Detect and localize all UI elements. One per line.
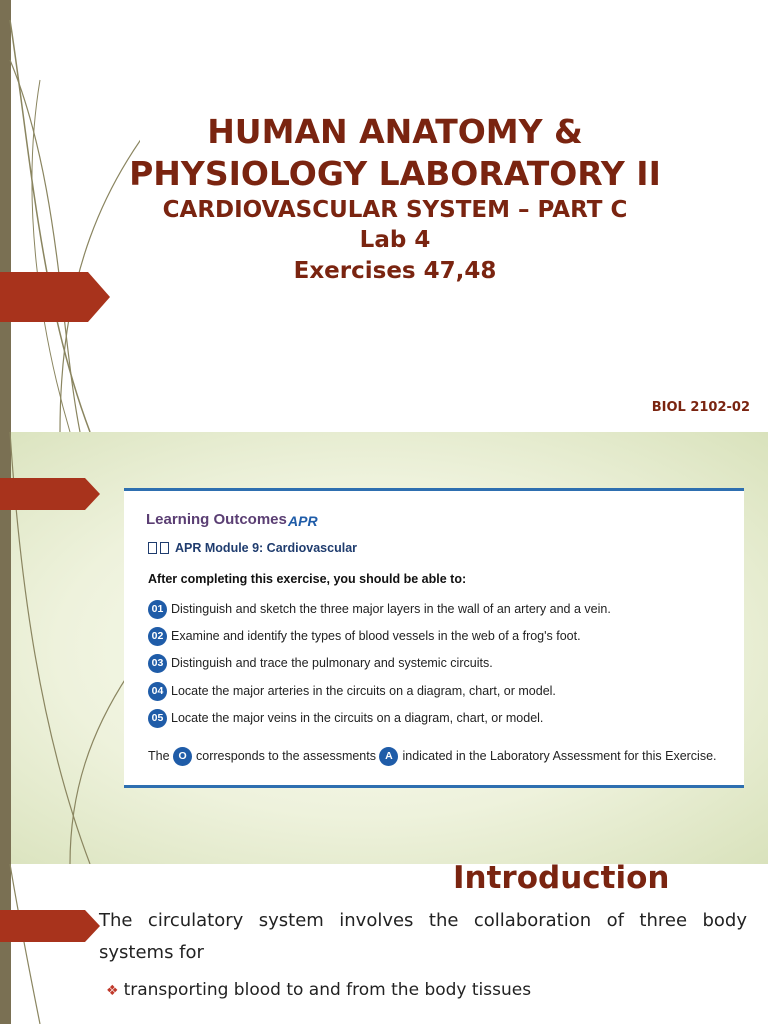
outcome-text: Distinguish and sketch the three major layers in the wall of an artery and a vein. <box>171 601 611 616</box>
module-row <box>148 541 357 555</box>
diamond-bullet-icon: ❖ <box>106 983 119 999</box>
note-text: indicated in the Laboratory Assessment for this Exercise. <box>402 748 717 763</box>
outcome-text: Examine and identify the types of blood vessels in the web of a frog's foot. <box>171 628 581 643</box>
intro-paragraph-line-2: systems for <box>99 942 204 963</box>
outcome-text: Locate the major veins in the circuits on a diagram, chart, or model. <box>171 710 544 725</box>
intro-paragraph-line-1: The circulatory system involves the collaboration of three body <box>99 910 747 931</box>
module-label: APR Module 9: Cardiovascular <box>175 541 358 555</box>
outcome-item <box>148 709 543 728</box>
outcome-item <box>148 600 611 619</box>
bullet-text: transporting blood to and from the body tissues <box>123 980 532 1000</box>
outcome-number: 02 <box>148 627 167 646</box>
introduction-heading: Introduction <box>453 864 670 896</box>
outcome-text: Locate the major arteries in the circuits on a diagram, chart, or model. <box>171 683 556 698</box>
lab-label: Lab 4 <box>359 227 431 253</box>
document-icon <box>148 542 157 554</box>
title-line-2: PHYSIOLOGY LABORATORY II <box>129 154 661 193</box>
title-slide <box>0 0 768 432</box>
course-code: BIOL 2102-02 <box>651 400 750 415</box>
learning-outcomes-heading: Learning Outcomes <box>146 511 287 528</box>
outcome-number: 01 <box>148 600 167 619</box>
outcome-item <box>148 654 493 673</box>
outcomes-intro: After completing this exercise, you should be able to: <box>148 572 467 586</box>
accent-tab <box>0 910 100 942</box>
outcome-o-badge: O <box>173 747 192 766</box>
outcome-text: Distinguish and trace the pulmonary and systemic circuits. <box>171 655 493 670</box>
outcome-number: 05 <box>148 709 167 728</box>
note-text: corresponds to the assessments <box>196 748 376 763</box>
learning-outcomes-slide <box>0 432 768 864</box>
apr-badge: APR <box>288 513 318 529</box>
assessment-a-badge: A <box>379 747 398 766</box>
note-text: The <box>148 748 170 763</box>
learning-outcomes-box <box>124 488 744 788</box>
assessment-note <box>148 747 717 766</box>
subtitle: CARDIOVASCULAR SYSTEM – PART C <box>162 197 628 223</box>
accent-tab <box>0 478 100 510</box>
exercises-label: Exercises 47,48 <box>293 258 497 284</box>
outcome-number: 04 <box>148 682 167 701</box>
outcome-item <box>148 682 556 701</box>
title-line-1: HUMAN ANATOMY & <box>207 112 583 151</box>
copy-icon <box>160 542 169 554</box>
outcome-item <box>148 627 581 646</box>
outcome-number: 03 <box>148 654 167 673</box>
introduction-slide <box>0 864 768 1024</box>
bullet-item <box>106 980 531 1000</box>
